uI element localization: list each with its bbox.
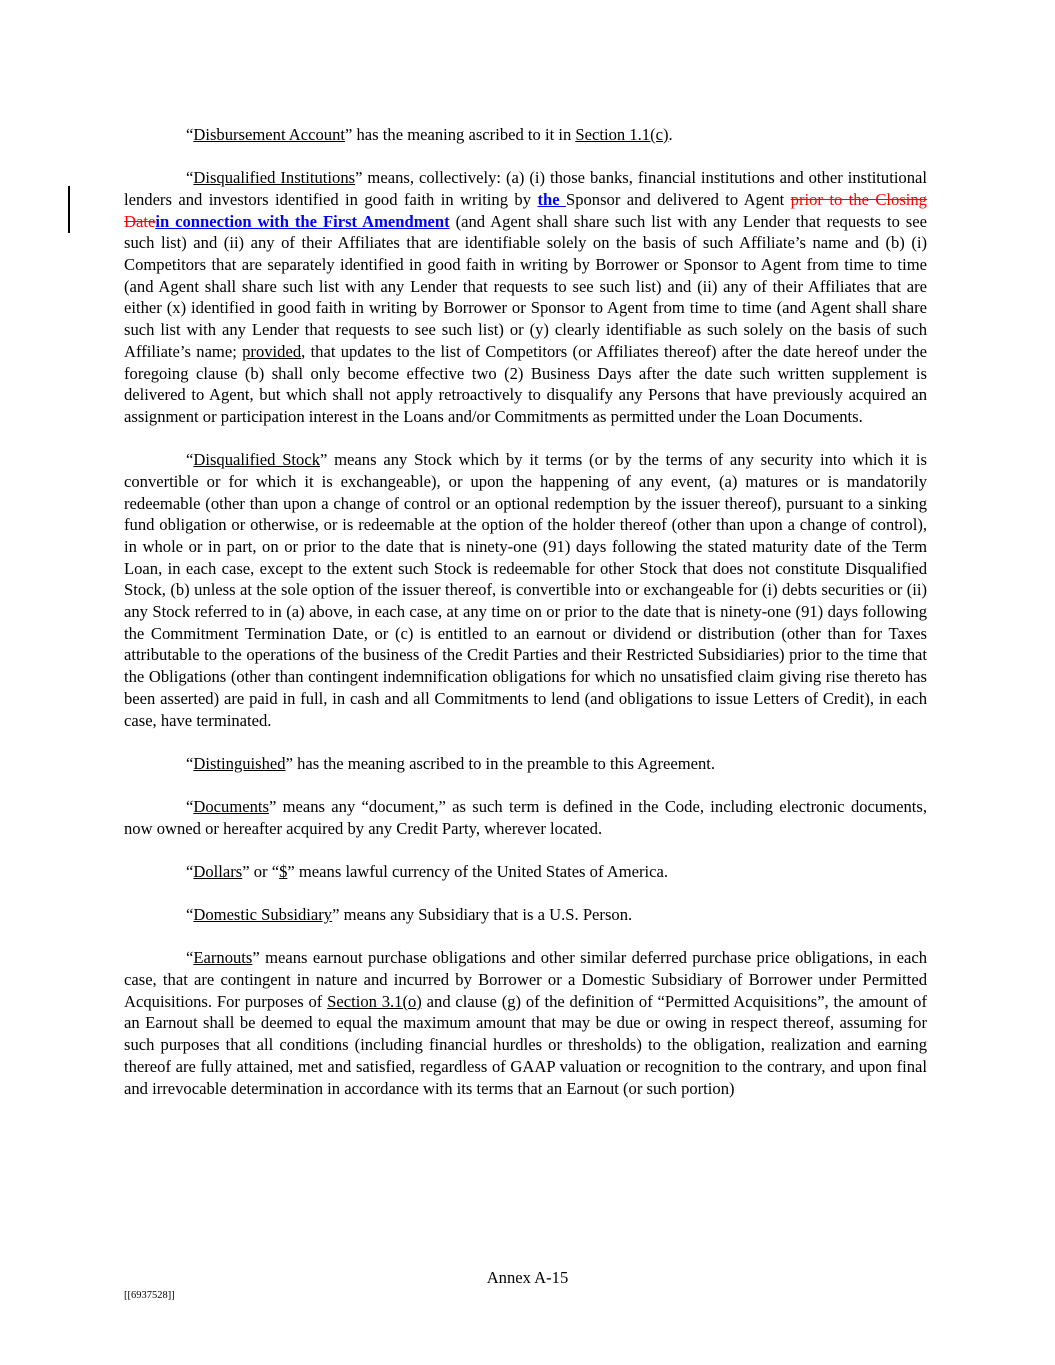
defined-term: $ <box>279 861 288 881</box>
definition-earnouts <box>124 947 927 1099</box>
definition-text: ” means earnout purchase obligations and other similar deferred purchase price obligations, in each case, that are contingent in nature and incurred by Borrower or a Domestic Subsidiary of Borrower under Permitted Acquisitions. For purposes of <box>124 948 927 1011</box>
definition-text: , that updates to the list of Competitors (or Affiliates thereof) after the date hereof under the foregoing clause (b) shall only become effective two (2) Business Days after the date such written supplement is delivered to Agent, but which shall not apply retroactively to disqualify any Persons that have previously acquired an assignment or participation interest in the Loans and/or Commitments as permitted under the Loan Documents. <box>124 341 927 426</box>
section-reference: Section 3.1(o) <box>327 991 422 1011</box>
open-quote: “ <box>186 861 194 881</box>
definition-text: and clause (g) of the definition of “Permitted Acquisitions”, the amount of an Earnout shall be deemed to equal the maximum amount that may be due or owing in respect thereof, assuming for such purposes that all conditions (including financial hurdles or thresholds) to the obligation, realization and earning thereof are fully attained, met and satisfied, regardless of GAAP valuation or recognition to the contrary, and upon final and irrevocable determination in accordance with its terms that an Earnout (or such portion) <box>124 991 928 1098</box>
definition-disqualified-stock <box>124 449 927 731</box>
defined-term: Disqualified Stock <box>193 450 320 470</box>
defined-term: Domestic Subsidiary <box>193 905 333 925</box>
definition-text: ” or “ <box>242 861 280 881</box>
defined-term: Disqualified Institutions <box>193 168 356 188</box>
document-body <box>124 124 927 1121</box>
definition-text: (and Agent shall share such list with any Lender that requests to see such list) and (ii) any of their Affiliates that are identifiable solely on the basis of such Affiliate’s name and (b) (i) Competitors that are separately identified in good faith in writing by Borrower or Sponsor to Agent from time to time (and Agent shall share such list with any Lender that requests to see such list) and (ii) any of their Affiliates that are either (x) identified in good faith in writing by Borrower or Sponsor to Agent from time to time (and Agent shall share such list with any Lender that requests to see such list) or (y) clearly identifiable as such solely on the basis of such Affiliate’s name; <box>124 211 927 361</box>
definition-text: ” means any “document,” as such term is defined in the Code, including electronic documents, now owned or hereafter acquired by any Credit Party, wherever located. <box>124 796 927 838</box>
provided-term: provided <box>242 341 302 361</box>
definition-text: ” means any Subsidiary that is a U.S. Person. <box>332 905 633 925</box>
document-id: [[6937528]] <box>124 1290 175 1301</box>
definition-text: ” means lawful currency of the United States of America. <box>287 861 668 881</box>
open-quote: “ <box>186 905 194 925</box>
open-quote: “ <box>186 948 194 968</box>
open-quote: “ <box>186 450 194 470</box>
deleted-text: prior to the Closing Date <box>124 189 927 231</box>
definition-disbursement-account <box>124 124 927 146</box>
defined-term: Earnouts <box>193 948 253 968</box>
section-reference: Section 1.1(c) <box>575 125 669 144</box>
open-quote: “ <box>186 753 194 773</box>
definition-text: . <box>668 125 673 144</box>
defined-term: Dollars <box>193 861 243 881</box>
definition-distinguished <box>124 753 927 775</box>
definition-text: ” has the meaning ascribed to it in <box>345 125 576 144</box>
definition-text: ” has the meaning ascribed to in the preamble to this Agreement. <box>285 753 716 773</box>
defined-term: Disbursement Account <box>193 125 345 144</box>
page-number: Annex A-15 <box>486 1268 569 1287</box>
inserted-text: in connection with the First Amendment <box>155 211 450 231</box>
defined-term: Distinguished <box>193 753 286 773</box>
definition-domestic-subsidiary <box>124 904 927 926</box>
defined-term: Documents <box>193 796 269 816</box>
open-quote: “ <box>186 125 194 144</box>
definition-dollars <box>124 861 927 883</box>
definition-text: ” means any Stock which by it terms (or by the terms of any security into which it is convertible or for which it is exchangeable), or upon the happening of any event, (a) matures or is mandatorily redeemable (other than upon a change of control or an optional redemption by the issuer thereof), pursuant to a sinking fund obligation or otherwise, or is redeemable at the option of the holder thereof (other than upon a change of control), in whole or in part, on or prior to the date that is ninety-one (91) days following the stated maturity date of the Term Loan, in each case, except to the extent such Stock is redeemable for other Stock that does not constitute Disqualified Stock, (b) unless at the sole option of the issuer thereof, is convertible into or exchangeable for (i) debts securities or (ii) any Stock referred to in (a) above, in each case, at any time on or prior to the date that is ninety-one (91) days following the Commitment Termination Date, or (c) is entitled to an earnout or dividend or distribution (other than for Taxes attributable to the operations of the business of the Credit Parties and their Restricted Subsidiaries) prior to the time that the Obligations (other than contingent indemnification obligations for which no unsatisfied claim giving rise thereto has been asserted) are paid in full, in cash and all Commitments to lend (and obligations to issue Letters of Credit), in each case, have terminated. <box>124 450 927 730</box>
revision-change-bar <box>68 186 70 233</box>
definition-disqualified-institutions <box>124 167 927 427</box>
open-quote: “ <box>186 168 194 188</box>
open-quote: “ <box>186 796 194 816</box>
inserted-text: the <box>537 189 566 209</box>
definition-text: ” means, collectively: (a) (i) those banks, financial institutions and other institutional lenders and investors identified in good faith in writing by <box>124 168 927 209</box>
definition-documents <box>124 796 927 839</box>
definition-text: Sponsor and delivered to Agent <box>565 189 791 209</box>
